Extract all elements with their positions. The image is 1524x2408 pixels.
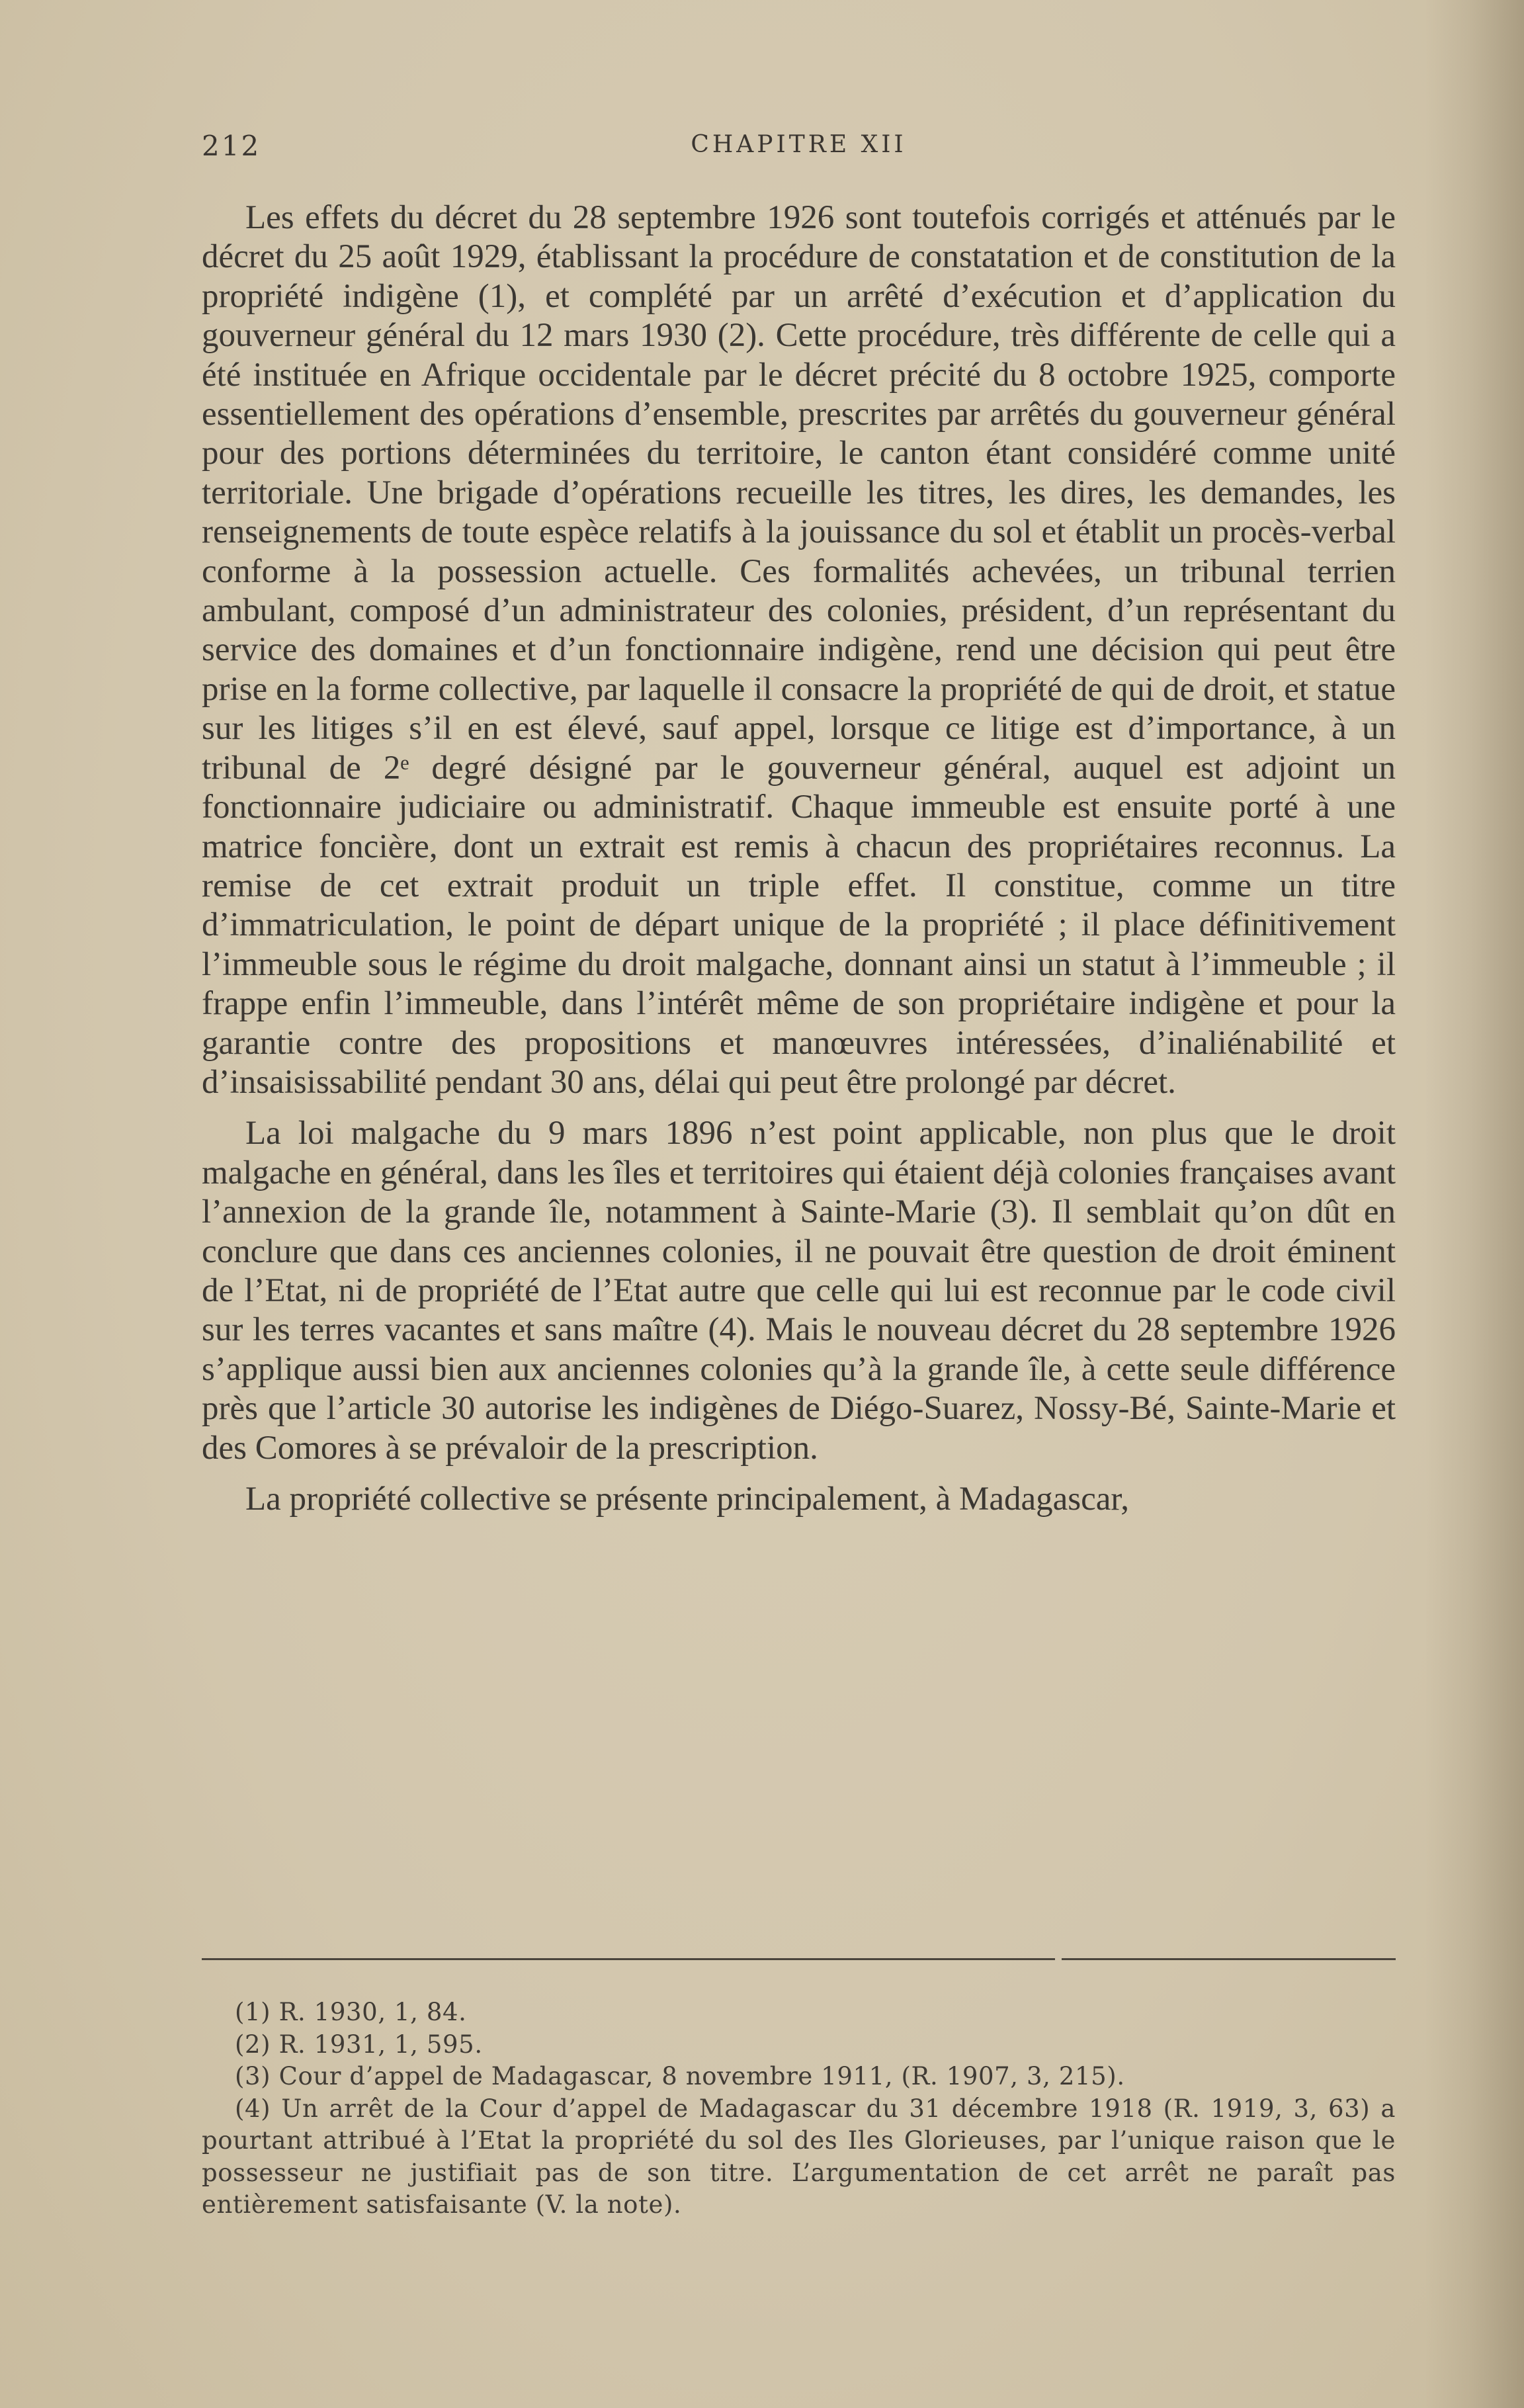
- paragraph-1: Les effets du décret du 28 septembre 1926 sont toutefois corrigés et atténués par le décret du 25 août 1929, établissant la procédure de constatation et de constitution de la propriété indigène (1), et complété par un arrêté d’exécution et d’application du gouverneur général du 12 mars 1930 (2). Cette procédure, très différente de celle qui a été instituée en Afrique occidentale par le décret précité du 8 octobre 1925, comporte essentiellement des opérations d’ensemble, prescrites par arrêtés du gouverneur général pour des portions déterminées du territoire, le canton étant considéré comme unité territoriale. Une brigade d’opérations recueille les titres, les dires, les demandes, les renseignements de toute espèce relatifs à la jouissance du sol et établit un procès-verbal conforme à la possession actuelle. Ces formalités achevées, un tribunal terrien ambulant, composé d’un administrateur des colonies, président, d’un représentant du service des domaines et d’un fonctionnaire indigène, rend une décision qui peut être prise en la forme collective, par laquelle il consacre la propriété de qui de droit, et statue sur les litiges s’il en est élevé, sauf appel, lorsque ce litige est d’importance, à un tribunal de 2ᵉ degré désigné par le gouverneur général, auquel est adjoint un fonctionnaire judiciaire ou administratif. Chaque immeuble est ensuite porté à une matrice foncière, dont un extrait est remis à chacun des propriétaires reconnus. La remise de cet extrait produit un triple effet. Il constitue, comme un titre d’immatriculation, le point de départ unique de la propriété ; il place définitivement l’immeuble sous le régime du droit malgache, donnant ainsi un statut à l’immeuble ; il frappe enfin l’immeuble, dans l’intérêt même de son propriétaire indigène et pour la garantie contre des propositions et manœuvres intéressées, d’inaliénabilité et d’insaisissabilité pendant 30 ans, délai qui peut être prolongé par décret.: [202, 199, 1396, 1101]
- page-number: 212: [202, 130, 261, 162]
- footnotes: [202, 1997, 1396, 2221]
- paragraph-3: La propriété collective se présente principalement, à Madagascar,: [245, 1481, 1130, 1518]
- footnote-separator: [202, 1958, 1396, 1962]
- footnote-1: (1) R. 1930, 1, 84.: [235, 1998, 467, 2026]
- separator-rule-short: [1062, 1958, 1396, 1960]
- footnote-2: (2) R. 1931, 1, 595.: [235, 2030, 483, 2059]
- separator-rule-long: [202, 1958, 1055, 1960]
- paragraph-2: La loi malgache du 9 mars 1896 n’est point applicable, non plus que le droit malgache en général, dans les îles et territoires qui étaient déjà colonies françaises avant l’annexion de la grande île, notamment à Sainte-Marie (3). Il semblait qu’on dût en conclure que dans ces anciennes colonies, il ne pouvait être question de droit éminent de l’Etat, ni de propriété de l’Etat autre que celle qui lui est reconnue par le code civil sur les terres vacantes et sans maître (4). Mais le nouveau décret du 28 septembre 1926 s’applique aussi bien aux anciennes colonies qu’à la grande île, à cette seule différence près que l’article 30 autorise les indigènes de Diégo-Suarez, Nossy-Bé, Sainte-Marie et des Comores à se prévaloir de la prescription.: [202, 1115, 1396, 1467]
- footnote-4: (4) Un arrêt de la Cour d’appel de Madagascar du 31 décembre 1918 (R. 1919, 3, 63) a pourtant attribué à l’Etat la propriété du sol des Iles Glorieuses, par l’unique raison que le possesseur ne justifiait pas de son titre. L’argumentation de cet arrêt ne paraît pas entièrement satisfaisante (V. la note).: [202, 2094, 1396, 2219]
- body-text: [202, 198, 1396, 1519]
- running-head: [202, 130, 1396, 169]
- footnote-3: (3) Cour d’appel de Madagascar, 8 novembre 1911, (R. 1907, 3, 215).: [235, 2062, 1125, 2090]
- chapter-title: CHAPITRE XII: [691, 131, 907, 158]
- spine-shadow: [1425, 0, 1524, 2408]
